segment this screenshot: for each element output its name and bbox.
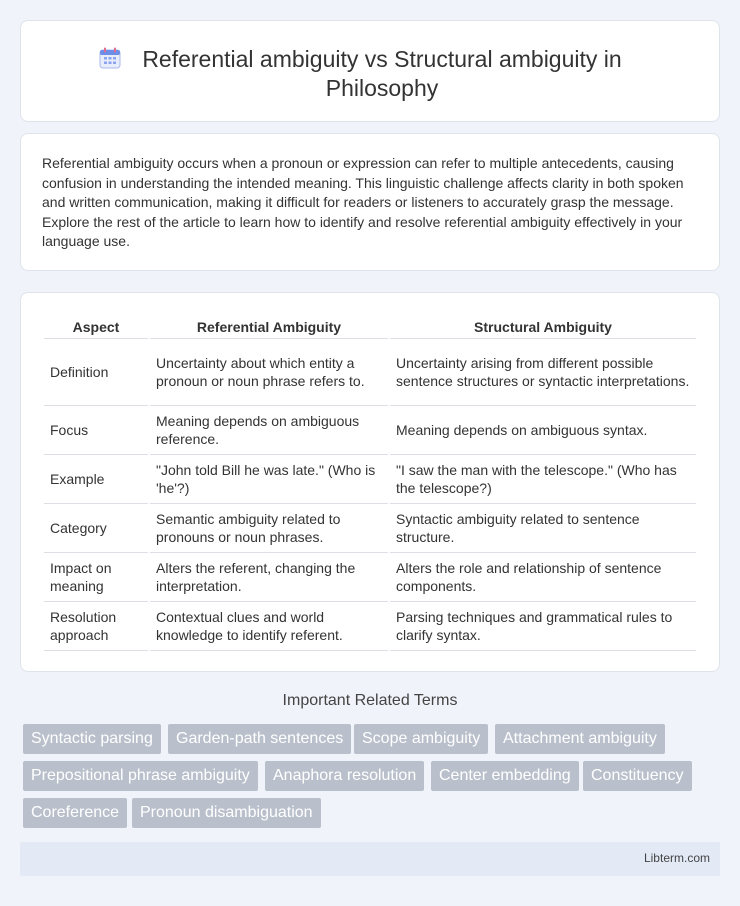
table-row <box>44 553 696 602</box>
row-structural: Parsing techniques and grammatical rules to clarify syntax. <box>390 602 696 651</box>
related-terms-title: Important Related Terms <box>282 692 458 709</box>
row-structural: "I saw the man with the telescope." (Who has the telescope?) <box>390 455 696 504</box>
row-structural: Meaning depends on ambiguous syntax. <box>390 406 696 455</box>
column-header-structural: Structural Ambiguity <box>390 315 696 339</box>
table-row <box>44 406 696 455</box>
tag-coreference[interactable]: Coreference <box>23 798 127 828</box>
row-aspect: Example <box>44 455 148 504</box>
table-row <box>44 455 696 504</box>
tag-pronoun-disambiguation[interactable]: Pronoun disambiguation <box>132 798 321 828</box>
header-card <box>20 20 720 122</box>
intro-card <box>20 133 720 271</box>
footer <box>20 842 720 876</box>
row-referential: "John told Bill he was late." (Who is 'he'?) <box>150 455 388 504</box>
tag-center-embedding[interactable]: Center embedding <box>431 761 579 791</box>
row-referential: Uncertainty about which entity a pronoun or noun phrase refers to. <box>150 339 388 406</box>
row-aspect: Resolution approach <box>44 602 148 651</box>
comparison-card <box>20 292 720 672</box>
tag-attachment-ambiguity[interactable]: Attachment ambiguity <box>495 724 665 754</box>
row-structural: Uncertainty arising from different possible sentence structures or syntactic interpretations. <box>390 339 696 406</box>
row-aspect: Focus <box>44 406 148 455</box>
table-header-row <box>44 315 696 339</box>
column-header-referential: Referential Ambiguity <box>150 315 388 339</box>
table-row <box>44 602 696 651</box>
intro-paragraph: Referential ambiguity occurs when a pronoun or expression can refer to multiple antecedents, causing confusion in understanding the intended meaning. This linguistic challenge affects clarity in both spoken and written communication, making it difficult for readers or listeners to accurately grasp the message. Explore the rest of the article to learn how to identify and resolve referential ambiguity effectively in your language use. <box>42 155 684 250</box>
tag-anaphora-resolution[interactable]: Anaphora resolution <box>265 761 424 791</box>
tag-syntactic-parsing[interactable]: Syntactic parsing <box>23 724 161 754</box>
row-referential: Contextual clues and world knowledge to identify referent. <box>150 602 388 651</box>
tag-scope-ambiguity[interactable]: Scope ambiguity <box>354 724 488 754</box>
table-row <box>44 504 696 553</box>
row-referential: Semantic ambiguity related to pronouns or noun phrases. <box>150 504 388 553</box>
page-title: Referential ambiguity vs Structural ambiguity in Philosophy <box>142 46 622 101</box>
row-structural: Alters the role and relationship of sentence components. <box>390 553 696 602</box>
row-structural: Syntactic ambiguity related to sentence structure. <box>390 504 696 553</box>
row-referential: Meaning depends on ambiguous reference. <box>150 406 388 455</box>
row-aspect: Definition <box>44 339 148 406</box>
tag-constituency[interactable]: Constituency <box>583 761 692 791</box>
column-header-aspect: Aspect <box>44 315 148 339</box>
comparison-table <box>42 315 698 651</box>
row-aspect: Category <box>44 504 148 553</box>
row-aspect: Impact on meaning <box>44 553 148 602</box>
tag-prepositional-phrase-ambiguity[interactable]: Prepositional phrase ambiguity <box>23 761 258 791</box>
tag-garden-path-sentences[interactable]: Garden-path sentences <box>168 724 351 754</box>
row-referential: Alters the referent, changing the interpretation. <box>150 553 388 602</box>
table-row <box>44 339 696 406</box>
footer-site-link[interactable]: Libterm.com <box>643 851 710 865</box>
